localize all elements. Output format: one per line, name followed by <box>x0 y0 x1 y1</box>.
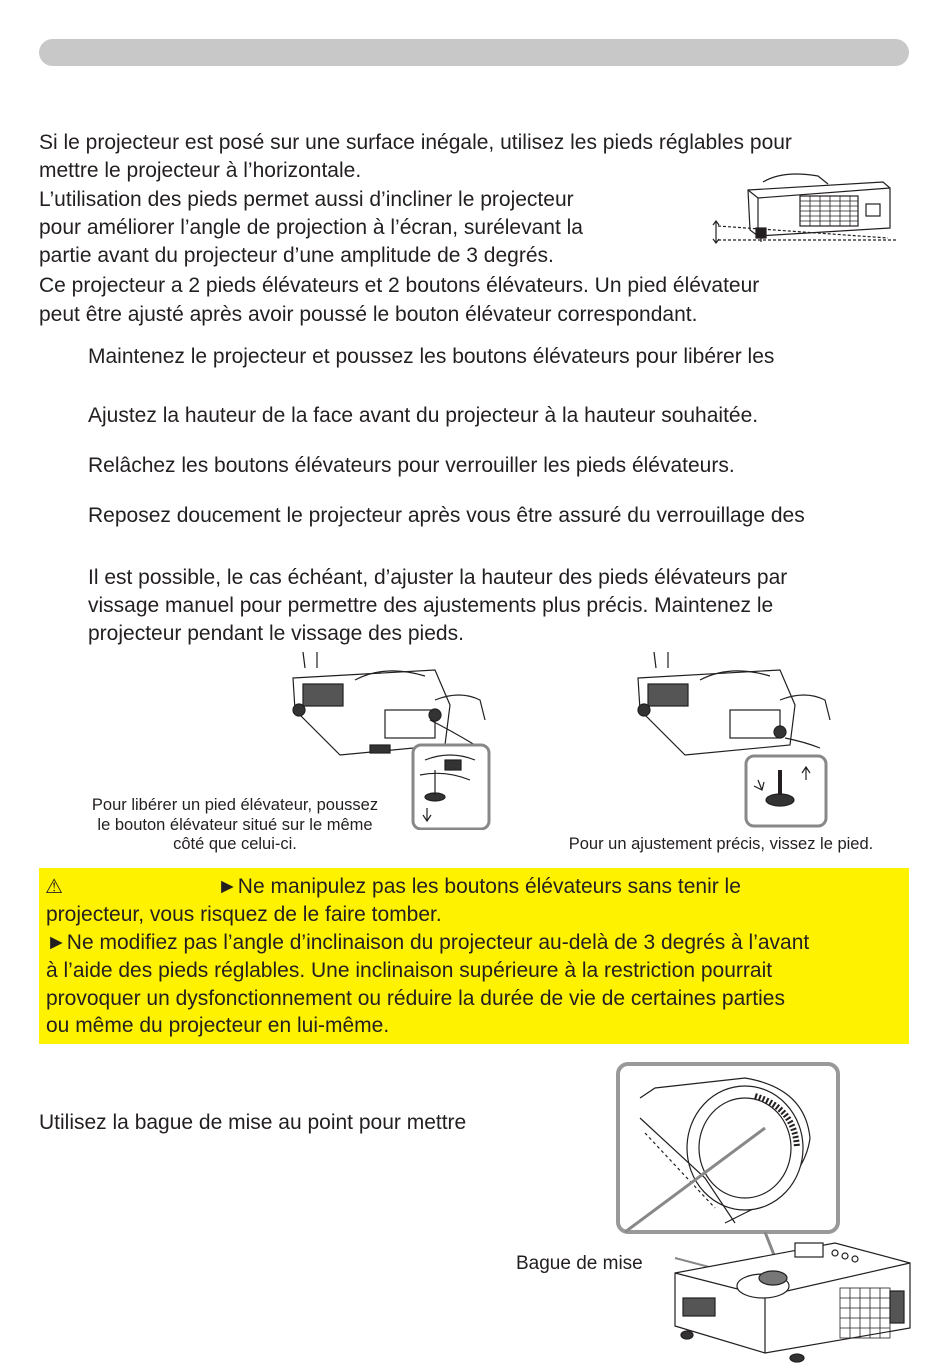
section-header-bar <box>39 39 909 66</box>
right-caption: Pour un ajustement précis, vissez le pied. <box>568 835 874 853</box>
step-5-line-3: projecteur pendant le vissage des pieds. <box>88 622 464 645</box>
tilted-projector-illustration <box>708 170 898 245</box>
step-4-text: Reposez doucement le projecteur après vous être assuré du verrouillage des <box>88 504 805 527</box>
intro-line-5: partie avant du projecteur d’une amplitude de 3 degrés. <box>39 244 554 267</box>
step-3-text: Relâchez les boutons élévateurs pour verrouiller les pieds élévateurs. <box>88 454 735 477</box>
intro-line-3: L’utilisation des pieds permet aussi d’incliner le projecteur <box>39 188 574 211</box>
intro-line-7: peut être ajusté après avoir poussé le bouton élévateur correspondant. <box>39 303 698 326</box>
left-caption-line-1: Pour libérer un pied élévateur, poussez <box>91 796 379 814</box>
focus-ring-label: Bague de mise <box>516 1253 643 1274</box>
intro-line-4: pour améliorer l’angle de projection à l’écran, surélevant la <box>39 216 583 239</box>
step-5-line-2: vissage manuel pour permettre des ajustements plus précis. Maintenez le <box>88 594 774 617</box>
step-1-text: Maintenez le projecteur et poussez les boutons élévateurs pour libérer les <box>88 345 775 368</box>
intro-line-2: mettre le projecteur à l’horizontale. <box>39 159 362 182</box>
warning-triangle-icon: ⚠ <box>45 876 63 898</box>
screw-foot-illustration <box>630 650 840 830</box>
intro-line-6: Ce projecteur a 2 pieds élévateurs et 2 boutons élévateurs. Un pied élévateur <box>39 274 760 297</box>
intro-line-1: Si le projecteur est posé sur une surface inégale, utilisez les pieds réglables pour <box>39 131 792 154</box>
caution-line-6: ou même du projecteur en lui-même. <box>46 1014 390 1037</box>
focus-ring-illustration <box>505 1058 925 1368</box>
caution-box <box>39 868 909 1044</box>
focus-text: Utilisez la bague de mise au point pour mettre <box>39 1111 467 1134</box>
caution-line-1: ►Ne manipulez pas les boutons élévateurs sans tenir le <box>217 875 741 898</box>
left-caption-line-3: côté que celui-ci. <box>173 835 297 853</box>
caution-line-5: provoquer un dysfonctionnement ou réduire la durée de vie de certaines parties <box>46 987 785 1010</box>
step-5-line-1: Il est possible, le cas échéant, d’ajuster la hauteur des pieds élévateurs par <box>88 566 788 589</box>
caution-line-4: à l’aide des pieds réglables. Une inclinaison supérieure à la restriction pourrait <box>46 959 773 982</box>
caution-line-3: ►Ne modifiez pas l’angle d’inclinaison du projecteur au-delà de 3 degrés à l’avant <box>46 931 810 954</box>
left-caption-line-2: le bouton élévateur situé sur le même <box>97 816 373 834</box>
step-2-text: Ajustez la hauteur de la face avant du projecteur à la hauteur souhaitée. <box>88 404 759 427</box>
caution-line-2: projecteur, vous risquez de le faire tomber. <box>46 903 442 926</box>
